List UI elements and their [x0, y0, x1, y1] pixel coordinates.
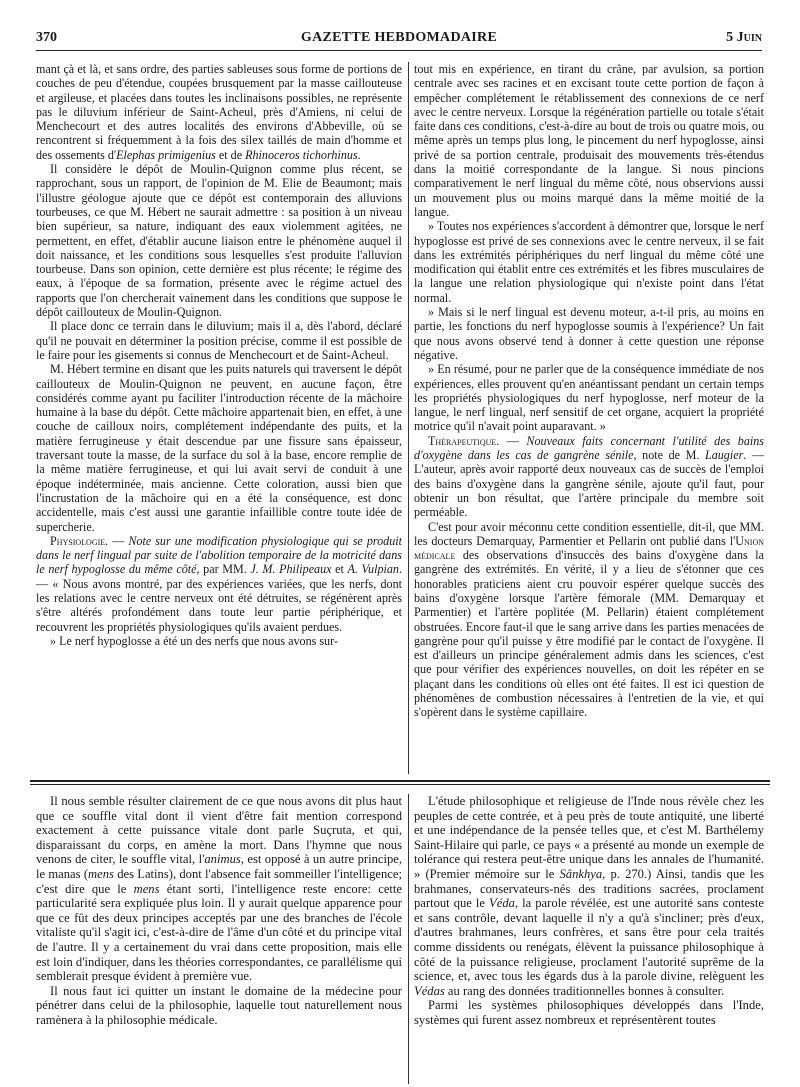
physiologie-section: Physiologie. — Note sur une modification physiologique qui se produit dans le nerf lingual par suite de l'abolition temporaire de la motricité dans le nerf hypoglosse du même côté, par MM. J. M. Philipeaux et A. Vulpian. — « Nous avons montré, par des expériences variées, que les nerfs, dont les relations avec le centre nerveux ont été détruites, se régénèrent après s'être altérés profondément dans toute leur partie périphérique, et recouvrent les propriétés physiologiques qu'ils avaient perdues. — [36, 533, 402, 634]
article-title: Nouveaux faits concernant l'utilité des bains d'oxygène dans les cas de gangrène sénile — [414, 433, 764, 463]
paragraph: Il place donc ce terrain dans le diluvium; mais il a, dès l'abord, déclaré qu'il ne pouvait en déterminer la position précise, comme il est possible de le faire pour les gisements si connus de Menchecourt et de Saint-Acheul. — [36, 319, 402, 362]
bottom-right-column — [414, 794, 764, 1084]
paragraph: C'est pour avoir méconnu cette condition essentielle, dit-il, que MM. les docteurs Demarquay, Parmentier et Pellarin ont publié dans l'Union médicale des observations d'insuccès des bains d'oxygène dans la gangrène des extrémités. En vérité, il y a lieu de s'étonner que ces honorables praticiens aient cru pouvoir espérer quelque succès des bains d'oxygène lorsque l'artère fémorale (MM. Demarquay et Parmentier) et l'artère poplitée (M. Pellarin) étaient complétement obstruées. Encore faut-il que le sang arrive dans les parties menacées de gangrène pour qu'il puisse y être modifié par le contact de l'oxygène. Il est d'ailleurs un principe généralement admis dans les sciences, c'est que pour vérifier des expériences nouvelles, on doit les répéter en se plaçant dans les conditions où elles ont été faites. Il est ici question de phénomènes de combustion nécessaires à l'entretien de la vie, et qui s'opèrent dans le système capillaire. — [414, 519, 764, 720]
page-number: 370 — [36, 30, 57, 45]
paragraph: » Mais si le nerf lingual est devenu moteur, a-t-il pris, au moins en partie, les fonctions du nerf hypoglosse soumis à l'expérience? Un fait que nous avons observé tend à donner à cette question une réponse négative. — [414, 305, 764, 362]
species-name: Rhinoceros tichorhinus — [245, 147, 358, 162]
paragraph: » En résumé, pour ne parler que de la conséquence immédiate de nos expériences, elles prouvent qu'en anéantissant pendant un certain temps les propriétés physiologiques du nerf hypoglosse, nerf moteur de la langue, le nerf lingual, nerf sensitif de cet organe, acquiert la propriété motrice qu'il n'avait point auparavant. » — [414, 362, 764, 434]
paragraph: Il nous semble résulter clairement de ce que nous avons dit plus haut que ce souffle vital dont il vient d'être fait mention correspond exactement à cette puissance vitale dont parle Suçruta, et qui, disparaissant du corps, en amène la mort. Dans l'hymne que nous venons de citer, le souffle vital, l'animus, est opposé à un autre principe, le manas (mens des Latins), dont l'absence fait sommeiller l'intelligence; c'est dire que le mens étant sorti, l'intelligence reste encore: cette particularité sera expliquée plus loin. Il y aurait quelque apparence pour que ce fût des deux principes acceptés par une des branches de l'école vitaliste qu'il s'agit ici, c'est-à-dire de l'âme d'un côté et du principe vital de l'autre. Il y a certainement du vrai dans cette proposition, mais elle est loin d'indiquer, dans les théories correspondantes, ce parallélisme qui semblerait presque évident à première vue. — [36, 794, 402, 984]
author-name: A. Vulpian — [347, 562, 399, 577]
column-rule — [408, 794, 409, 1084]
paragraph: M. Hébert termine en disant que les puits naturels qui traversent le dépôt caillouteux de Moulin-Quignon ne peuvent, en aucune façon, être considérés comme ayant pu faciliter l'introduction récente de la mâchoire humaine à la base du dépôt. Cette mâchoire appartenait bien, en effet, à une couche de cailloux noirs, complétement indépendante des puits, et la matière ferrugineuse y était descendue par une fissure sans épaisseur, traversant toute la masse, de la surface du sol à la base, encore remplie de la même matière ferrugineuse, et qui lui avait servi de conduit à une époque indéterminée, mais ancienne. Cette coloration, aussi bien que l'incrustation de la mâchoire qui en a été la conséquence, est donc accidentelle, mais c'est aussi une garantie infaillible contre toute idée de supercherie. — [36, 362, 402, 534]
author-name: Laugier — [704, 448, 744, 463]
page-header — [36, 28, 762, 51]
article-title: Note sur une modification physiologique qui se produit dans le nerf lingual par suite de l'abolition temporaire de la motricité dans le nerf hypoglosse du même côté — [36, 533, 402, 577]
paragraph: Parmi les systèmes philosophiques développés dans l'Inde, systèmes qui furent assez nombreux et représentèrent toutes — [414, 998, 764, 1027]
author-name: J. M. Philipeaux — [250, 562, 332, 577]
paragraph: » Le nerf hypoglosse a été un des nerfs que nous avons sur- — [50, 633, 338, 648]
paragraph: Il nous faut ici quitter un instant le domaine de la médecine pour pénétrer dans celui de la philosophie, laquelle tout naturellement nous ramènera à la philosophie médicale. — [36, 983, 402, 1027]
paragraph: » Toutes nos expériences s'accordent à démontrer que, lorsque le nerf hypoglosse est privé de ses connexions avec le centre nerveux, il se fait dans les extrémités périphériques du nerf lingual du même côté une modification qui établit entre ces extrémités et les fibres musculaires de la langue une relation physiologique qui n'existe point dans l'état normal. — [414, 219, 764, 305]
section-divider — [30, 780, 770, 782]
top-right-column — [414, 62, 764, 774]
journal-title: GAZETTE HEBDOMADAIRE — [300, 30, 498, 45]
section-divider — [30, 784, 770, 785]
paragraph: tout mis en expérience, en tirant du crâne, par avulsion, sa portion centrale avec ses racines et en excisant toute cette portion de façon à empêcher complétement le rétablissement des connexions de ce nerf avec le centre nerveux. Lorsque la régénération partielle ou totale s'était faite dans ces conditions, c'est-à-dire au bout de trois ou quatre mois, ou même après un temps plus long, le pincement du nerf hypoglosse, ainsi privé de sa portion centrale, produisait des mouvements très-étendus dans la moitié correspondante de la langue. Si nous pincions comparativement le nerf lingual du même côté, nous observions aussi un mouvement plus ou moins marqué dans la même moitié de la langue. — [414, 62, 764, 219]
journal-name: Union médicale — [414, 533, 764, 563]
top-left-column — [36, 62, 402, 774]
section-label: Thérapeutique. — [428, 433, 500, 448]
column-rule — [408, 62, 409, 774]
paragraph: L'étude philosophique et religieuse de l'Inde nous révèle chez les peuples de cette contrée, et à peu près de toute antiquité, une liberté et une indépendance de la pensée telles que, et c'est M. Barthélemy Saint-Hilaire qui parle, ce pays « a présenté au monde un exemple de tolérance qui restera peut-être unique dans les annales de l'humanité. » (Premier mémoire sur le Sânkhya, p. 270.) Ainsi, tandis que les brahmanes, conservateurs-nés des traditions sacrées, proclament partout que le Véda, la parole révélée, est une autorité sans conteste et sans contrôle, devant laquelle il n'y a qu'à s'incliner; près d'eux, d'autres brahmanes, leurs confrères, et sans être pour cela traités comme dissidents ou renégats, élèvent la puissance philosophique à côté de la puissance religieuse, proclament l'autorité suprême de la science, et, avec tous les égards dus à la parole divine, relèguent les Védas au rang des données traditionnelles bonnes à consulter. — [414, 794, 764, 998]
section-label: Physiologie. — [50, 533, 109, 548]
bottom-left-column — [36, 794, 402, 1084]
paragraph: mant çà et là, et sans ordre, des parties sableuses sous forme de portions de couches de peu d'étendue, coupées brusquement par la masse caillouteuse et argileuse, et placées dans toutes les inclinaisons possibles, ne représente pas le diluvium inférieur de Saint-Acheul, près d'Amiens, ni celui de Menchecourt et des autres localités des environs d'Abbeville, où se rencontrent si fréquemment à la fois des silex taillés de main d'homme et des ossements d'Elephas primigenius et de Rhinoceros tichorhinus. — [36, 62, 402, 162]
issue-date: 5 Juin — [726, 30, 762, 45]
paragraph: Il considère le dépôt de Moulin-Quignon comme plus récent, se rapprochant, sous un rapport, de l'opinion de M. Elie de Beaumont; mais l'illustre géologue ajoute que ce dépôt est contemporain des alluvions tourbeuses, ce que M. Hébert ne saurait admettre : sa position à un niveau bien supérieur, sa nature, indiquant des eaux violemment agitées, ne permettent, en effet, d'établir aucune liaison entre le phénomène auquel il doit naissance, et les conditions sous lesquelles s'est produite l'alluvion tourbeuse. Dans son opinion, cette dernière est plus récente; le régime des eaux, à l'époque de sa formation, présente avec le régime actuel des rapports que l'on chercherait vainement dans les conditions que suppose le dépôt caillouteux de Moulin-Quignon. — [36, 162, 402, 320]
species-name: Elephas primigenius — [116, 147, 216, 162]
therapeutique-section: Thérapeutique. — Nouveaux faits concernant l'utilité des bains d'oxygène dans les cas de gangrène sénile, note de M. Laugier. — L'auteur, après avoir rapporté deux nouveaux cas de succès de l'emploi des bains d'oxygène dans la gangrène sénile, ajoute qu'il faut, pour obtenir un bon résultat, que l'artère principale du membre soit perméable. — [414, 433, 764, 520]
